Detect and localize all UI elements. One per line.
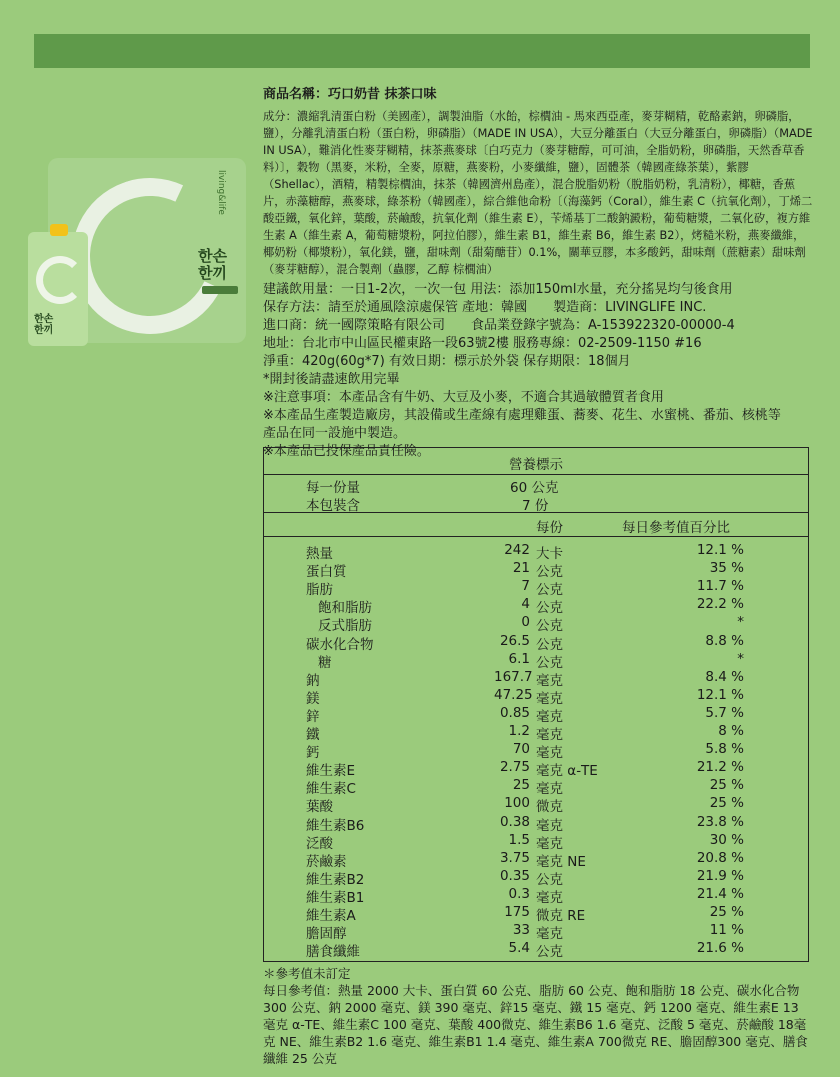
divider	[264, 512, 808, 513]
nutrient-name: 膳食纖維	[306, 944, 360, 961]
nutrient-unit: 毫克	[536, 926, 563, 943]
nutrient-unit: 公克	[536, 871, 563, 888]
nutrient-name: 碳水化合物	[306, 636, 374, 653]
nutrient-value: 1.2	[508, 723, 530, 739]
info-line: 地址：台北市中山區民權東路一段63號2樓 服務專線：02-2509-1150 #16	[263, 336, 702, 351]
nutrient-unit: 公克	[536, 600, 563, 617]
nutrient-unit: 公克	[536, 654, 563, 671]
nutrient-daily-pct: 5.7 %	[705, 704, 744, 721]
nutrient-value: 6.1	[508, 650, 530, 667]
nutrient-daily-pct: 23.8 %	[696, 813, 744, 830]
nutrient-daily-pct: 21.2 %	[696, 759, 744, 776]
nutrient-value: 4	[521, 596, 530, 613]
product-name: 商品名稱：巧口奶昔 抹茶口味	[263, 87, 437, 102]
footnote	[263, 965, 811, 1067]
nutrient-unit: 公克	[536, 636, 563, 653]
info-line: ※注意事項：本產品含有牛奶、大豆及小麥，不適合其過敏體質者食用	[263, 390, 664, 405]
nutrient-value: 0.3	[508, 885, 530, 902]
nutrient-daily-pct: 12.1 %	[696, 686, 744, 703]
serving-label: 每一份量	[306, 480, 360, 496]
nutrient-value: 242	[504, 542, 530, 558]
info-line: *開封後請盡速飲用完畢	[263, 372, 400, 387]
pouch-korean-title: 한손 한끼	[34, 314, 54, 336]
nutrient-daily-pct: 25 %	[709, 904, 744, 920]
info-line: ※本產品生產製造廠房，其設備或生產線有處理雞蛋、蕎麥、花生、水蜜桃、番茄、核桃等	[263, 408, 781, 423]
nutrient-value: 0.38	[499, 813, 530, 830]
nutrient-daily-pct: 11.7 %	[696, 578, 744, 595]
nutrient-unit: 毫克 α-TE	[536, 763, 598, 780]
nutrient-value: 0	[521, 614, 530, 631]
header-bar	[34, 34, 810, 68]
nutrient-daily-pct: 8 %	[718, 723, 744, 739]
nutrient-name: 鐵	[306, 727, 320, 743]
nutrient-unit: 毫克	[536, 889, 563, 906]
info-line: 淨重：420g(60g*7) 有效日期：標示於外袋 保存期限：18個月	[263, 354, 631, 369]
nutrient-name: 泛酸	[306, 835, 333, 852]
nutrient-daily-pct: 8.8 %	[705, 632, 744, 649]
nutrient-unit: 公克	[536, 564, 563, 581]
nutrient-value: 21	[512, 560, 530, 577]
nutrient-value: 33	[512, 922, 530, 939]
nutrient-unit: 微克 RE	[536, 908, 586, 924]
info-line: 保存方法：請至於通風陰涼處保管 產地：韓國 製造商：LIVINGLIFE INC.	[263, 300, 707, 315]
nutrient-name: 糖	[318, 654, 332, 671]
nutrient-value: 25	[512, 777, 530, 794]
nutrient-unit: 毫克	[536, 835, 563, 852]
nutrient-name: 膽固醇	[306, 926, 347, 943]
pouch-logo-ring	[36, 256, 84, 304]
nutrient-name: 維生素C	[306, 781, 356, 798]
nutrient-name: 飽和脂肪	[318, 600, 372, 617]
nutrient-value: 175	[504, 904, 530, 920]
nutrient-value: 167.7	[494, 668, 533, 685]
info-line: 進口商：統一國際策略有限公司 食品業登錄字號為：A-153922320-00000-4	[263, 318, 735, 333]
ingredients: 成分：濃縮乳清蛋白粉（美國產），調製油脂（水飴，棕櫚油 - 馬來西亞產，麥芽糊精，乾酪素鈉，卵磷脂，鹽），分離乳清蛋白粉（蛋白粉，卵磷脂）（MADE IN USA），大豆分離蛋白（大豆分離蛋白，卵磷脂）（MADE IN USA），難消化性麥芽糊精，抹茶燕麥球〔白巧克力（麥芽糖醇，可可油，全脂奶粉，卵磷脂，天然香草香料）〕，穀物（黑麥，米粉，全麥，原糖，燕麥粉，小麥纖維，鹽），固體茶（韓國產綠茶葉），紫膠（Shellac），酒精，精製棕櫚油，抹茶（韓國濟州島產），混合脫脂奶粉（脫脂奶粉，乳清粉），椰糖，香蕉片，赤藻糖醇，燕麥球，綠茶粉（韓國產），綜合維他命粉〔（海藻鈣（Coral），維生素 C（抗氧化劑），丁烯二酸亞鐵，氧化鋅，葉酸，菸鹼酸，抗氧化劑（維生素 E），苄烯基丁二酸鈉澱粉，葡萄糖漿，二氧化矽，複方維生素 A（維生素 A，葡萄糖漿粉，阿拉伯膠），維生素 B1，維生素 B6，維生素 B2），烤糙米粉，燕麥纖維，椰奶粉（椰漿粉），氧化鎂，鹽，甜味劑（甜菊醣苷）0.1%，關華豆膠，本多酸鈣，甜味劑（蔗糖素）甜味劑（麥芽糖醇），混合製劑（蟲膠，乙醇 棕櫚油）	[263, 110, 813, 276]
nutrient-name: 鋅	[306, 708, 320, 725]
nutrient-name: 蛋白質	[306, 564, 347, 581]
nutrient-unit: 公克	[536, 944, 563, 961]
nutrient-daily-pct: 21.6 %	[696, 940, 744, 957]
nutrient-unit: 毫克	[536, 690, 563, 707]
info-lines	[263, 281, 813, 461]
footnote-title: ＊參考值未訂定	[263, 966, 351, 981]
nutrient-name: 菸鹼素	[306, 853, 347, 870]
nutrient-unit: 毫克	[536, 708, 563, 725]
nutrient-name: 維生素B6	[306, 817, 365, 834]
nutrient-unit: 毫克	[536, 781, 563, 798]
nutrient-name: 維生素E	[306, 763, 356, 780]
nutrition-title: 營養標示	[509, 457, 563, 473]
nutrient-unit: 毫克 NE	[536, 853, 586, 870]
nutrient-value: 47.25	[494, 686, 533, 703]
divider	[264, 474, 808, 475]
nutrient-value: 0.35	[499, 867, 530, 884]
nutrient-value: 70	[512, 741, 530, 758]
nutrient-unit: 大卡	[536, 546, 563, 562]
package-brand: living&life	[216, 170, 226, 215]
nutrient-daily-pct: 20.8 %	[696, 849, 744, 866]
nutrient-daily-pct: 25 %	[709, 795, 744, 812]
nutrient-value: 26.5	[499, 632, 530, 649]
nutrient-value: 5.4	[508, 940, 530, 957]
nutrient-unit: 公克	[536, 582, 563, 599]
nutrient-value: 0.85	[499, 704, 530, 721]
nutrient-daily-pct: 21.9 %	[696, 867, 744, 884]
divider	[264, 536, 808, 537]
nutrient-daily-pct: 35 %	[709, 560, 744, 577]
nutrient-unit: 公克	[536, 618, 563, 635]
per-pack-value: 7 份	[522, 498, 549, 514]
nutrient-daily-pct: 8.4 %	[705, 668, 744, 685]
nutrient-daily-pct: 25 %	[709, 777, 744, 794]
nutrient-daily-pct: 11 %	[709, 922, 744, 939]
nutrient-daily-pct: 5.8 %	[705, 741, 744, 758]
nutrition-table	[263, 447, 809, 962]
nutrient-name: 維生素A	[306, 908, 356, 924]
nutrient-unit: 毫克	[536, 672, 563, 689]
col-per-serving: 每份	[536, 520, 563, 536]
nutrient-name: 維生素B2	[306, 871, 365, 888]
info-line: ※本產品已投保產品責任險。	[263, 444, 430, 459]
nutrient-name: 維生素B1	[306, 889, 365, 906]
nutrient-unit: 微克	[536, 799, 563, 816]
pouch-cap	[50, 224, 68, 236]
nutrient-unit: 毫克	[536, 745, 563, 762]
serving-value: 60 公克	[510, 480, 559, 496]
footnote-body: 每日參考值：熱量 2000 大卡、蛋白質 60 公克、脂肪 60 公克、飽和脂肪 18 公克、碳水化合物 300 公克、鈉 2000 毫克、鎂 390 毫克、鋅15 毫克、鐵 15 毫克、鈣 1200 毫克、維生素E 13 毫克 α-TE、維生素C 100 毫克、葉酸 400微克、維生素B6 1.6 毫克、泛酸 5 毫克、菸鹼酸 18毫克 NE、維生素B2 1.6 毫克、維生素B1 1.4 毫克、維生素A 700微克 RE、膽固醇300 毫克、膳食纖維 25 公克	[263, 983, 808, 1066]
nutrient-daily-pct: 21.4 %	[696, 885, 744, 902]
nutrient-daily-pct: *	[737, 614, 744, 631]
nutrient-daily-pct: 22.2 %	[696, 596, 744, 613]
nutrient-daily-pct: 12.1 %	[696, 542, 744, 558]
nutrient-name: 反式脂肪	[318, 618, 372, 635]
product-info	[263, 86, 813, 461]
info-line: 產品在同一設施中製造。	[263, 426, 407, 441]
nutrient-daily-pct: 30 %	[709, 831, 744, 848]
per-pack-label: 本包裝含	[306, 498, 360, 514]
nutrient-value: 1.5	[508, 831, 530, 848]
nutrient-unit: 毫克	[536, 727, 563, 743]
nutrient-name: 脂肪	[306, 582, 333, 599]
nutrient-value: 3.75	[499, 849, 530, 866]
nutrient-name: 鈉	[306, 672, 320, 689]
package-korean-title: 한손 한끼	[198, 247, 227, 282]
nutrient-name: 葉酸	[306, 799, 333, 816]
nutrient-name: 鈣	[306, 745, 320, 762]
nutrient-unit: 毫克	[536, 817, 563, 834]
info-line: 建議飲用量：一日1-2次，一次一包 用法：添加150ml水量，充分搖晃均勻後食用	[263, 282, 733, 297]
package-tag	[202, 286, 238, 294]
nutrient-name: 熱量	[306, 546, 333, 562]
nutrient-value: 7	[521, 578, 530, 595]
nutrient-daily-pct: *	[737, 650, 744, 667]
nutrient-name: 鎂	[306, 690, 320, 707]
col-daily-value: 每日參考值百分比	[622, 520, 730, 536]
product-pouch-image	[28, 232, 88, 346]
nutrient-value: 100	[504, 795, 530, 812]
nutrient-value: 2.75	[499, 759, 530, 776]
